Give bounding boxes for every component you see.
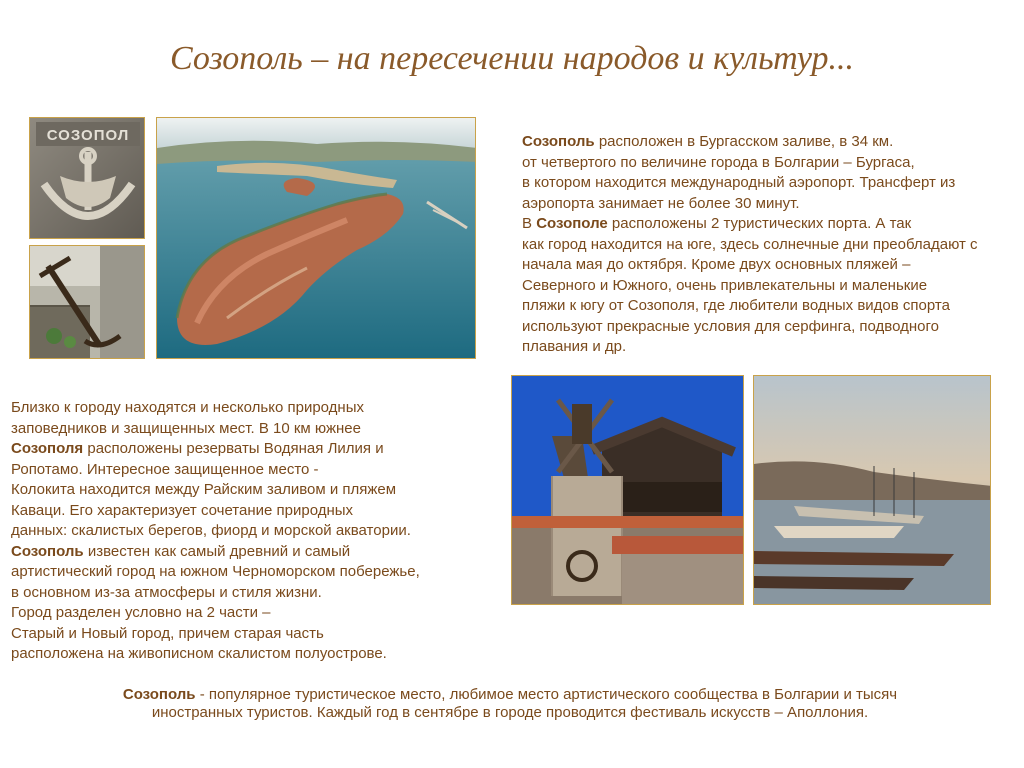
right-text: в котором находится международный аэропорт. Трансферт из — [522, 174, 956, 191]
left-line — [11, 419, 491, 440]
left-line — [11, 624, 491, 645]
right-text: начала мая до октября. Кроме двух основных пляжей – — [522, 256, 911, 273]
right-line — [522, 194, 1022, 215]
left-line — [11, 562, 491, 583]
left-line — [11, 583, 491, 604]
left-bold-word: Созополь — [11, 542, 84, 560]
left-text: в основном из-за атмосферы и стиля жизни. — [11, 583, 322, 601]
left-text: данных: скалистых берегов, фиорд и морской акватории. — [11, 522, 411, 539]
footer-line-1 — [123, 686, 897, 703]
footer-bold-word: Созополь — [122, 686, 196, 703]
sozopol-sign-photo — [29, 117, 145, 239]
left-text: Старый и Новый город, причем старая часть — [11, 624, 324, 642]
right-line — [522, 255, 1022, 276]
right-text: как город находится на юге, здесь солнечные дни преобладают с — [522, 235, 978, 253]
left-text: Город разделен условно на 2 части – — [11, 604, 271, 621]
right-text-block — [522, 132, 1022, 358]
left-line — [11, 644, 491, 665]
anchor-photo — [29, 245, 145, 359]
anchor-image — [30, 246, 145, 359]
sign-image — [30, 118, 145, 239]
sign-caption: СОЗОПОЛ — [46, 127, 130, 144]
right-line — [522, 173, 1022, 194]
page-title: Созополь – на пересечении народов и культур... — [170, 40, 854, 77]
left-text: Близко к городу находятся и несколько природных — [11, 399, 364, 416]
left-text: Каваци. Его характеризует сочетание природных — [11, 501, 354, 519]
left-text: артистический город на южном Черноморском побережье, — [11, 563, 420, 580]
harbor-photo — [753, 375, 991, 605]
right-text: плавания и др. — [522, 338, 627, 355]
left-line — [11, 439, 491, 460]
left-bold-word: Созополя — [11, 440, 84, 457]
left-line — [11, 398, 491, 419]
left-text: известен как самый древний и самый — [83, 542, 351, 560]
right-line — [522, 153, 1022, 174]
left-line — [11, 480, 491, 501]
right-line — [522, 337, 1022, 358]
left-line — [11, 460, 491, 481]
right-line — [522, 317, 1022, 338]
aerial-peninsula-photo — [156, 117, 476, 359]
windmill-image — [512, 376, 744, 605]
right-bold-word: Созополь — [522, 133, 595, 150]
right-text: Северного и Южного, очень привлекательны и маленькие — [522, 276, 928, 294]
right-line — [522, 214, 1022, 235]
right-text: аэропорта занимает не более 30 минут. — [522, 194, 800, 212]
right-bold-word: Созополе — [536, 215, 608, 232]
right-text: используют прекрасные условия для серфинга, подводного — [522, 317, 939, 335]
windmill-photo — [511, 375, 744, 605]
footer-text — [40, 686, 980, 722]
left-text: расположена на живописном скалистом полуострове. — [11, 645, 387, 662]
right-text: расположен в Бургасском заливе, в 34 км. — [594, 133, 894, 150]
left-text: Колокита находится между Райским заливом и пляжем — [11, 481, 397, 498]
left-text: расположены резерваты Водяная Лилия и — [83, 440, 384, 457]
right-text: В — [522, 215, 537, 232]
left-line — [11, 603, 491, 624]
left-text: заповедников и защищенных мест. В 10 км южнее — [11, 419, 361, 437]
left-line — [11, 501, 491, 522]
footer-line-2: иностранных туристов. Каждый год в сентябре в городе проводится фестиваль искусств – Аполлония. — [151, 704, 869, 721]
left-text: Ропотамо. Интересное защищенное место - — [11, 460, 319, 478]
right-text: пляжи к югу от Созополя, где любители водных видов спорта — [522, 297, 950, 314]
right-line — [522, 296, 1022, 317]
left-line — [11, 542, 491, 563]
aerial-image — [157, 118, 476, 359]
right-text: расположены 2 туристических порта. А так — [607, 215, 912, 232]
left-line — [11, 521, 491, 542]
footer-line-1-text: - популярное туристическое место, любимое место артистического сообщества в Болгарии и тысяч — [195, 686, 898, 703]
harbor-image — [754, 376, 991, 605]
right-text: от четвертого по величине города в Болгарии – Бургаса, — [522, 153, 915, 171]
right-line — [522, 276, 1022, 297]
right-line — [522, 132, 1022, 153]
right-line — [522, 235, 1022, 256]
left-text-block — [11, 398, 491, 665]
